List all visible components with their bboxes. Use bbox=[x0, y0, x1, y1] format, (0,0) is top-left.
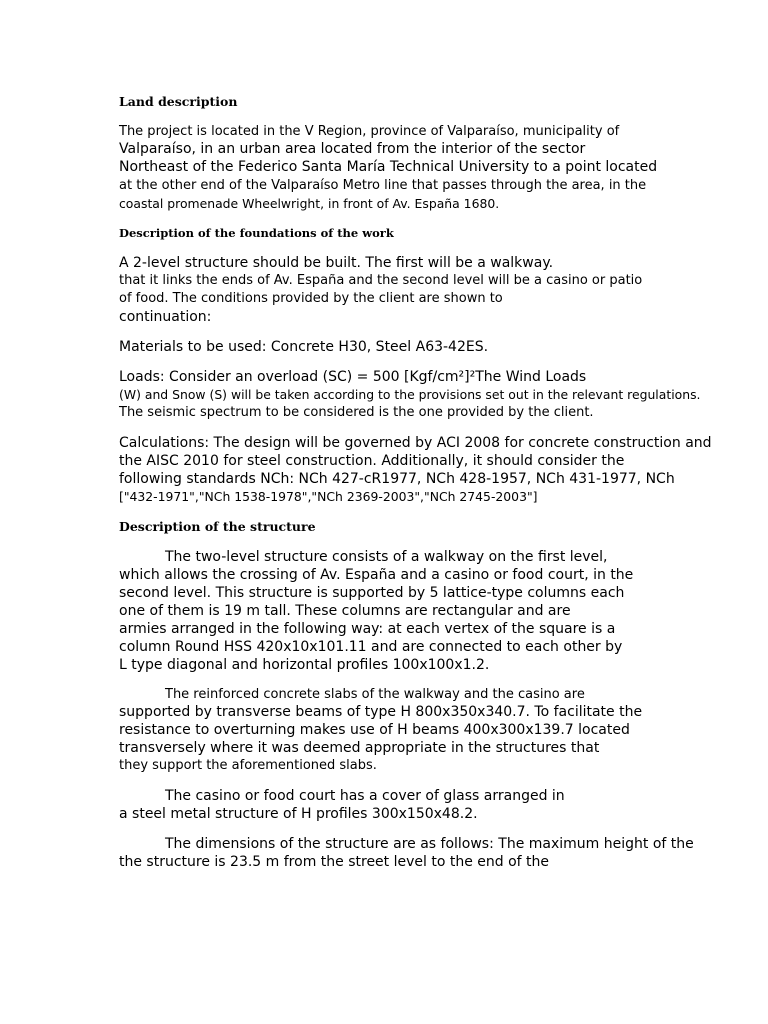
paragraph-line: column Round HSS 420x10x101.11 and are connected to each other by bbox=[119, 639, 623, 655]
paragraph-line: The casino or food court has a cover of glass arranged in bbox=[165, 788, 565, 804]
paragraph-line: Loads: Consider an overload (SC) = 500 [Kgf/cm²]²The Wind Loads bbox=[119, 369, 587, 385]
paragraph-line: Materials to be used: Concrete H30, Steel A63-42ES. bbox=[119, 339, 489, 355]
heading-foundations: Description of the foundations of the work bbox=[119, 226, 394, 240]
paragraph-line: a steel metal structure of H profiles 300x150x48.2. bbox=[119, 806, 478, 822]
paragraph-line: one of them is 19 m tall. These columns are rectangular and are bbox=[119, 603, 571, 619]
paragraph-line: L type diagonal and horizontal profiles 100x100x1.2. bbox=[119, 657, 490, 673]
paragraph-line: Calculations: The design will be governed by ACI 2008 for concrete construction and bbox=[119, 435, 712, 451]
paragraph-line: the AISC 2010 for steel construction. Additionally, it should consider the bbox=[119, 453, 625, 469]
paragraph-line: which allows the crossing of Av. España and a casino or food court, in the bbox=[119, 567, 634, 583]
paragraph-line: Valparaíso, in an urban area located from the interior of the sector bbox=[119, 141, 586, 157]
paragraph-line: The seismic spectrum to be considered is the one provided by the client. bbox=[119, 405, 594, 420]
paragraph-line: supported by transverse beams of type H 800x350x340.7. To facilitate the bbox=[119, 704, 643, 720]
paragraph-line: the structure is 23.5 m from the street level to the end of the bbox=[119, 854, 550, 870]
paragraph-line: armies arranged in the following way: at each vertex of the square is a bbox=[119, 621, 616, 637]
paragraph-line: ["432-1971","NCh 1538-1978","NCh 2369-2003","NCh 2745-2003"] bbox=[119, 489, 538, 504]
paragraph-line: that it links the ends of Av. España and the second level will be a casino or patio bbox=[119, 273, 643, 288]
paragraph-line: (W) and Snow (S) will be taken according to the provisions set out in the relevant regulations. bbox=[119, 387, 701, 402]
paragraph-line: they support the aforementioned slabs. bbox=[119, 758, 377, 773]
paragraph-line: The two-level structure consists of a walkway on the first level, bbox=[165, 549, 608, 565]
paragraph-line: at the other end of the Valparaíso Metro line that passes through the area, in the bbox=[119, 178, 647, 193]
paragraph-line: The reinforced concrete slabs of the walkway and the casino are bbox=[165, 687, 585, 702]
paragraph-line: A 2-level structure should be built. The first will be a walkway. bbox=[119, 255, 554, 271]
heading-land-description: Land description bbox=[119, 94, 238, 109]
paragraph-line: The project is located in the V Region, province of Valparaíso, municipality of bbox=[119, 124, 620, 139]
paragraph-line: resistance to overturning makes use of H beams 400x300x139.7 located bbox=[119, 722, 630, 738]
paragraph-line: continuation: bbox=[119, 309, 212, 325]
paragraph-line: coastal promenade Wheelwright, in front of Av. España 1680. bbox=[119, 196, 500, 211]
paragraph-line: Northeast of the Federico Santa María Technical University to a point located bbox=[119, 159, 658, 175]
paragraph-line: The dimensions of the structure are as follows: The maximum height of the bbox=[165, 836, 694, 852]
paragraph-line: transversely where it was deemed appropriate in the structures that bbox=[119, 740, 600, 756]
heading-structure: Description of the structure bbox=[119, 519, 316, 534]
paragraph-line: following standards NCh: NCh 427-cR1977, NCh 428-1957, NCh 431-1977, NCh bbox=[119, 471, 675, 487]
paragraph-line: second level. This structure is supported by 5 lattice-type columns each bbox=[119, 585, 625, 601]
paragraph-line: of food. The conditions provided by the client are shown to bbox=[119, 291, 503, 306]
